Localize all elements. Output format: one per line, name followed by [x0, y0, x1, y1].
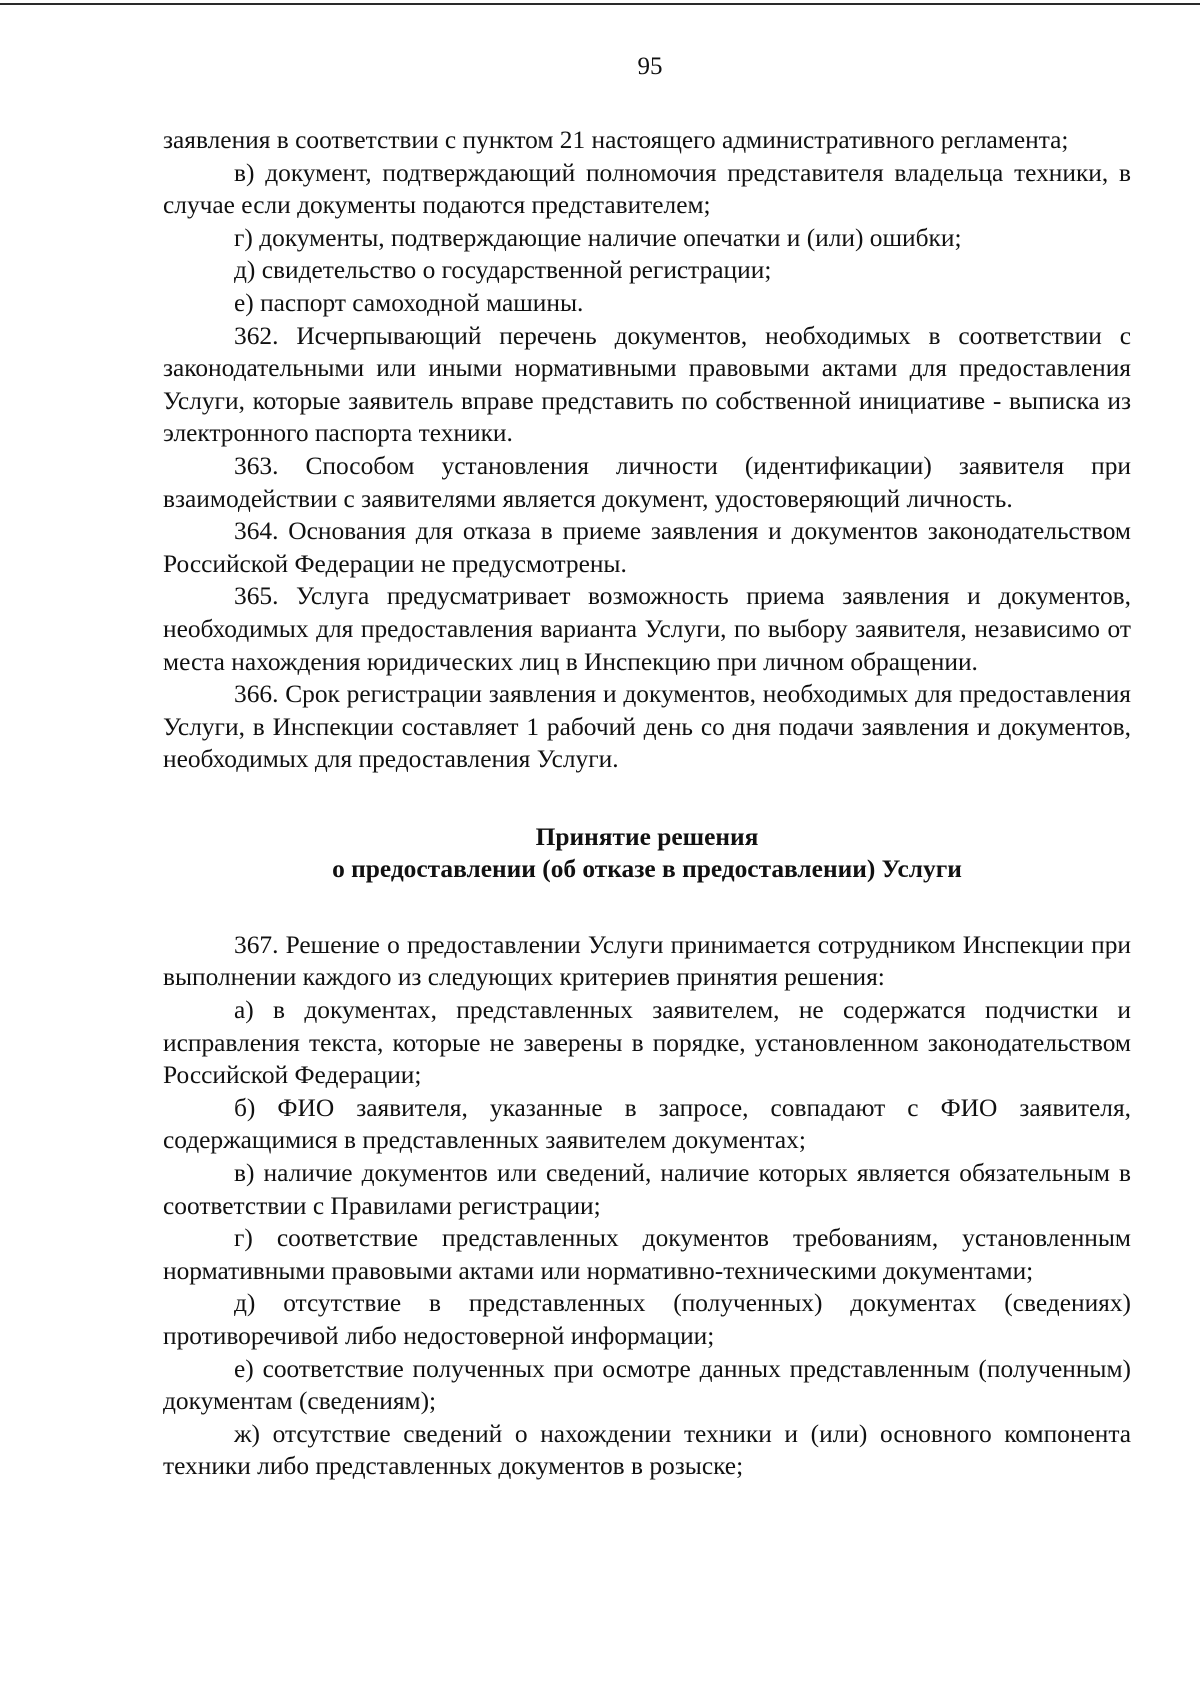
criterion-b: б) ФИО заявителя, указанные в запросе, совпадают с ФИО заявителя, содержащимися в представленных заявителем документах;	[163, 1093, 1131, 1155]
page-number: 95	[637, 53, 663, 80]
section-heading	[163, 821, 1131, 885]
criterion-g: г) соответствие представленных документов требованиям, установленным нормативными правовыми актами или нормативно-техническими документами;	[163, 1224, 1131, 1285]
section-heading-line-2: о предоставлении (об отказе в предоставлении) Услуги	[332, 854, 962, 883]
criterion-d: д) отсутствие в представленных (полученных) документах (сведениях) противоречивой либо недостоверной информации;	[163, 1289, 1131, 1350]
criterion-a: а) в документах, представленных заявителем, не содержатся подчистки и исправления текста, которые не заверены в порядке, установленном законодательством Российской Федерации;	[163, 996, 1131, 1090]
criterion-e: е) соответствие полученных при осмотре данных представленным (полученным) документам (сведениям);	[163, 1354, 1131, 1416]
paragraph-362: 362. Исчерпывающий перечень документов, необходимых в соответствии с законодательными или иными нормативными правовыми актами для предоставления Услуги, которые заявитель вправе представить по собственной инициативе - выписка из электронного паспорта техники.	[163, 321, 1131, 448]
list-item-v: в) документ, подтверждающий полномочия представителя владельца техники, в случае если документы подаются представителем;	[163, 158, 1131, 220]
section-heading-line-1: Принятие решения	[535, 822, 759, 851]
criterion-v: в) наличие документов или сведений, наличие которых является обязательным в соответствии с Правилами регистрации;	[163, 1159, 1131, 1220]
criterion-zh: ж) отсутствие сведений о нахождении техники и (или) основного компонента техники либо представленных документов в розыске;	[163, 1419, 1131, 1481]
paragraph-continuation: заявления в соответствии с пунктом 21 настоящего административного регламента;	[163, 126, 1069, 154]
paragraph-365: 365. Услуга предусматривает возможность приема заявления и документов, необходимых для предоставления варианта Услуги, по выбору заявителя, независимо от места нахождения юридических лиц в Инспекцию при личном обращении.	[163, 582, 1131, 676]
list-item-d: д) свидетельство о государственной регистрации;	[234, 256, 772, 285]
list-item-g: г) документы, подтверждающие наличие опечатки и (или) ошибки;	[234, 223, 962, 252]
paragraph-366: 366. Срок регистрации заявления и документов, необходимых для предоставления Услуги, в Инспекции составляет 1 рабочий день со дня подачи заявления и документов, необходимых для предоставления Услуги.	[163, 680, 1131, 774]
scan-top-edge	[0, 3, 1200, 5]
list-item-e: е) паспорт самоходной машины.	[234, 288, 584, 317]
paragraph-363: 363. Способом установления личности (идентификации) заявителя при взаимодействии с заявителями является документ, удостоверяющий личность.	[163, 451, 1131, 513]
document-body	[163, 124, 1131, 1483]
paragraph-367: 367. Решение о предоставлении Услуги принимается сотрудником Инспекции при выполнении каждого из следующих критериев принятия решения:	[163, 930, 1131, 992]
paragraph-364: 364. Основания для отказа в приеме заявления и документов законодательством Российской Федерации не предусмотрены.	[163, 517, 1131, 578]
